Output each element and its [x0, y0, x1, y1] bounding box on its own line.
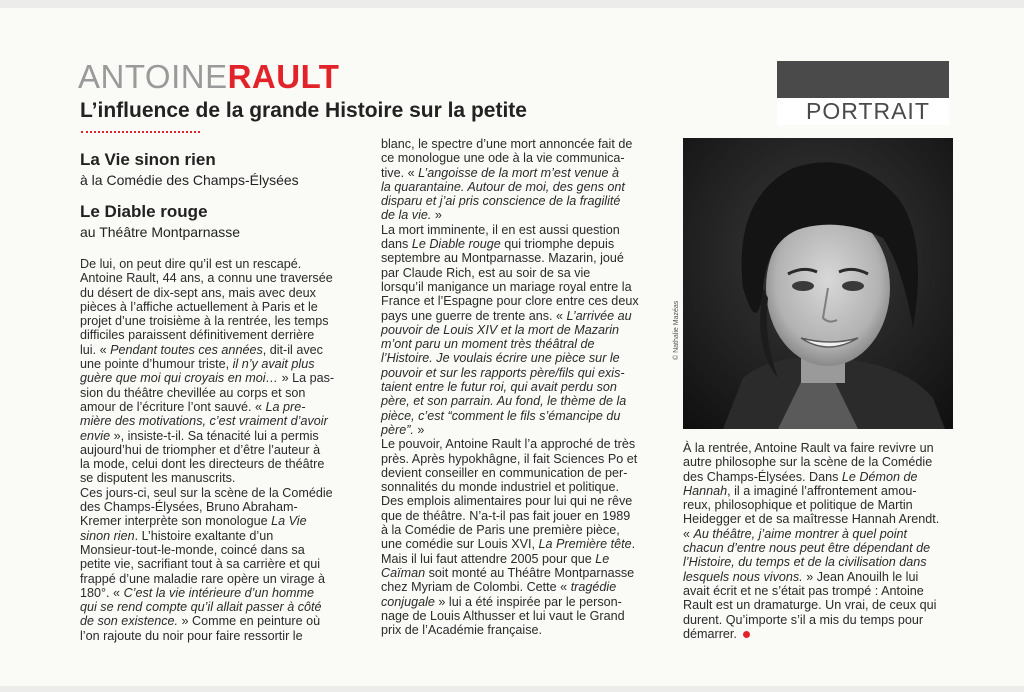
title-run: Le — [595, 551, 610, 566]
text-run: une comédie sur Louis XVI, — [381, 537, 539, 552]
text-line — [381, 208, 663, 222]
text-line — [381, 237, 663, 251]
text-run: » lui a été inspirée par le person- — [434, 594, 622, 609]
author-name — [78, 58, 339, 96]
text-line: Rault est un dramaturge. Un vrai, de ceux qui — [683, 598, 937, 613]
text-run: soit monté au Théâtre Montparnasse — [425, 565, 635, 580]
text-line: ce monologue une ode à la vie communica- — [381, 151, 625, 166]
text-line: des Champs-Élysées, Bruno Abraham- — [80, 500, 298, 515]
page-top-edge — [0, 0, 1024, 8]
text-line: Monsieur-tout-le-monde, coincé dans sa — [80, 542, 305, 557]
text-line: reux, philosophique et politique de Martin — [683, 498, 913, 513]
text-line: La mort imminente, il en est aussi question — [381, 222, 620, 237]
text-line — [381, 409, 663, 423]
quote-run: la quarantaine. Autour de moi, des gens ont — [381, 179, 625, 194]
text-line — [683, 570, 965, 584]
text-run: démarrer. — [683, 626, 737, 641]
text-run: . — [631, 537, 636, 552]
text-run: » — [431, 208, 442, 223]
quote-run: lesquels nous vivons. — [683, 569, 803, 584]
author-first-name: ANTOINE — [78, 58, 228, 95]
text-line: Heidegger et de sa maîtresse Hannah Arendt. — [683, 512, 940, 527]
article-subtitle: L’influence de la grande Histoire sur la petite — [80, 99, 527, 122]
text-line: frappé d’une maladie rare opère un virage à — [80, 571, 326, 586]
text-line — [381, 309, 663, 323]
section-label: PORTRAIT — [806, 98, 930, 124]
text-line — [381, 380, 663, 394]
text-line — [80, 586, 362, 600]
text-line: Des emplois alimentaires pour lui qui ne rêve — [381, 494, 633, 509]
text-line — [683, 555, 965, 569]
quote-run: il n’y avait plus — [232, 357, 315, 372]
text-run: qui triomphe depuis — [500, 237, 615, 252]
text-line: pièces à l’affiche actuellement à Paris et le — [80, 299, 318, 314]
author-last-name: RAULT — [227, 58, 340, 95]
text-line: À la rentrée, Antoine Rault va faire revivre un — [683, 441, 934, 455]
text-line: aujourd’hui de triompher et d’être l’auteur à — [80, 442, 321, 457]
text-run: amour de l’écriture l’ont sauvé. « — [80, 399, 266, 414]
text-line — [80, 529, 362, 543]
text-line: par Claude Rich, est au soir de sa vie — [381, 265, 591, 280]
text-run: pays une guerre de trente ans. « — [381, 308, 567, 323]
text-run: lui. « — [80, 342, 111, 357]
text-line: la mode, celui dont les directeurs de théâtre — [80, 457, 325, 472]
text-line — [381, 337, 663, 351]
quote-run: taient entre le futur roi, qui avait perdu son — [381, 380, 617, 395]
text-run: une pointe d’humour triste, — [80, 357, 233, 372]
quote-run: pouvoir et sur les rapports père/fils qui exis- — [381, 365, 625, 380]
title-run: Le Démon de — [841, 469, 918, 484]
text-line: avait écrit et ne s’était pas trompé : Antoine — [683, 583, 924, 598]
page-bottom-edge — [0, 686, 1024, 692]
quote-run: La pre- — [265, 399, 306, 414]
quote-run: mière des motivations, c’est vraiment d’avoir — [80, 414, 328, 429]
play-venue-2: au Théâtre Montparnasse — [80, 224, 241, 240]
quote-run: m’ont paru un moment très théâtral de — [381, 337, 595, 352]
text-line — [80, 400, 362, 414]
text-line: durent. Qu’importe s’il a mis du temps pour — [683, 612, 924, 627]
text-run: » Comme en peinture où — [178, 614, 321, 629]
title-run: Hannah — [683, 483, 728, 498]
title-run: La Vie — [271, 514, 307, 529]
quote-run: de son existence. — [80, 614, 179, 629]
text-line: nage de Louis Althusser et lui vaut le Grand — [381, 608, 625, 623]
text-run: Mais il lui faut attendre 2005 pour que — [381, 551, 596, 566]
text-run: tive. « — [381, 165, 419, 180]
text-line — [381, 194, 663, 208]
text-line: France et l’Espagne pour clore entre ces deux — [381, 294, 639, 309]
portrait-photo — [683, 138, 953, 429]
quote-run: père, et son parrain. Au fond, le thème de la — [381, 394, 627, 409]
text-line — [80, 371, 362, 385]
quote-run: tragédie — [570, 580, 617, 595]
text-run: dans — [381, 237, 412, 252]
end-mark-icon — [743, 631, 750, 638]
text-line: sion du théâtre chevillée au corps et son — [80, 385, 306, 400]
text-line — [80, 414, 362, 428]
quote-run: qui se rend compte qu’il allait passer à côté — [80, 600, 322, 615]
text-line — [80, 343, 362, 357]
title-run: Le Diable rouge — [411, 237, 501, 252]
play-venue-1: à la Comédie des Champs-Élysées — [80, 172, 299, 188]
text-run: , il a imaginé l’affrontement amou- — [727, 483, 917, 498]
text-run: , dit-il avec — [262, 342, 323, 357]
portrait-illustration — [683, 138, 953, 429]
text-line: projet d’une troisième à la rentrée, les temps — [80, 314, 329, 329]
text-line — [80, 600, 362, 614]
title-run: La Première tête — [538, 537, 632, 552]
quote-run: Pendant toutes ces années — [110, 342, 263, 357]
text-line — [381, 566, 663, 580]
text-run: . L’histoire exaltante d’un — [134, 528, 274, 543]
text-line: que de théâtre. N’a-t-il pas fait jouer en 1989 — [381, 508, 631, 523]
text-line — [381, 351, 663, 365]
quote-run: de la vie. — [381, 208, 432, 223]
text-line — [381, 595, 663, 609]
text-line — [80, 429, 362, 443]
quote-run: L’angoisse de la mort m’est venue à — [418, 165, 620, 180]
text-run: » La pas- — [278, 371, 335, 386]
quote-run: guère que moi qui croyais en moi… — [80, 371, 279, 386]
text-line: autre philosophe sur la scène de la Comédie — [683, 455, 933, 470]
title-run: sinon rien — [80, 528, 135, 543]
quote-run: L’arrivée au — [566, 308, 632, 323]
text-line — [381, 366, 663, 380]
quote-run: chacun d’entre nous peut être dépendant de — [683, 541, 931, 556]
text-line — [381, 394, 663, 408]
text-line: Antoine Rault, 44 ans, a connu une traversée — [80, 271, 333, 286]
text-line — [80, 514, 362, 528]
article-column-2 — [381, 137, 663, 637]
text-line — [381, 552, 663, 566]
quote-run: disparu et j’ai pris conscience de la fragilité — [381, 194, 621, 209]
text-line — [381, 580, 663, 594]
quote-run: l’Histoire, du temps et de la civilisation dans — [683, 555, 927, 570]
text-run: des Champs-Élysées. Dans — [683, 469, 842, 484]
text-line — [381, 323, 663, 337]
article-column-1 — [80, 257, 362, 643]
text-run: 180°. « — [80, 585, 124, 600]
text-run: « — [683, 526, 694, 541]
quote-run: pouvoir de Louis XIV et la mort de Mazarin — [381, 322, 620, 337]
text-line — [683, 484, 965, 498]
text-run: Kremer interprète son monologue — [80, 514, 272, 529]
text-run: chez Myriam de Colombi. Cette « — [381, 580, 571, 595]
text-line: sonnalités du monde industriel et politique. — [381, 480, 620, 495]
text-line: devient conseiller en communication de per- — [381, 465, 628, 480]
text-line: difficiles paraissent définitivement derrière — [80, 328, 315, 343]
text-line — [683, 527, 965, 541]
article-column-3 — [683, 441, 965, 641]
text-line: blanc, le spectre d’une mort annoncée fait de — [381, 137, 633, 151]
text-line — [80, 357, 362, 371]
text-run: » Jean Anouilh le lui — [802, 569, 919, 584]
text-run: » — [413, 422, 425, 437]
text-line: septembre au Montparnasse. Mazarin, joué — [381, 251, 624, 266]
title-run: Caïman — [381, 565, 426, 580]
quote-run: envie — [80, 428, 111, 443]
text-line: prix de l’Académie française. — [381, 623, 542, 638]
text-line — [80, 614, 362, 628]
play-title-2: Le Diable rouge — [80, 202, 208, 221]
quote-run: C’est la vie intérieure d’un homme — [123, 585, 314, 600]
text-line: Ces jours-ci, seul sur la scène de la Comédie — [80, 485, 333, 500]
text-line — [381, 537, 663, 551]
quote-run: père”. — [381, 422, 414, 437]
text-line — [683, 541, 965, 555]
quote-run: conjugale — [381, 594, 435, 609]
text-line: près. Après hypokhâgne, il fait Sciences Po et — [381, 451, 638, 466]
text-line: se disputent les manuscrits. — [80, 471, 236, 486]
text-line: l’on rajoute du noir pour faire ressortir le — [80, 628, 303, 643]
quote-run: Au théâtre, j’aime montrer à quel point — [693, 526, 908, 541]
dotted-divider — [81, 131, 200, 133]
text-line: petite vie, sacrifiant tout à sa carrière et qui — [80, 557, 321, 572]
text-line: Le pouvoir, Antoine Rault l’a approché de très — [381, 437, 636, 452]
text-run: », insiste-t-il. Sa ténacité lui a permis — [110, 428, 319, 443]
text-line — [683, 627, 965, 641]
quote-run: pièce, c’est “comment le fils s’émancipe du — [381, 408, 621, 423]
text-line: du désert de dix-sept ans, mais avec deux — [80, 285, 316, 300]
text-line — [381, 423, 663, 437]
text-line: à la Comédie de Paris une première pièce, — [381, 523, 620, 538]
play-title-1: La Vie sinon rien — [80, 150, 216, 169]
text-line — [381, 166, 663, 180]
photo-credit: © Nathalie Mazéas — [673, 300, 680, 360]
text-line — [683, 470, 965, 484]
text-line: De lui, on peut dire qu’il est un rescapé. — [80, 257, 302, 271]
quote-run: l’Histoire. Je voulais écrire une pièce sur le — [381, 351, 620, 366]
text-line — [381, 180, 663, 194]
text-line: lorsqu’il manigance un mariage royal entre la — [381, 279, 632, 294]
